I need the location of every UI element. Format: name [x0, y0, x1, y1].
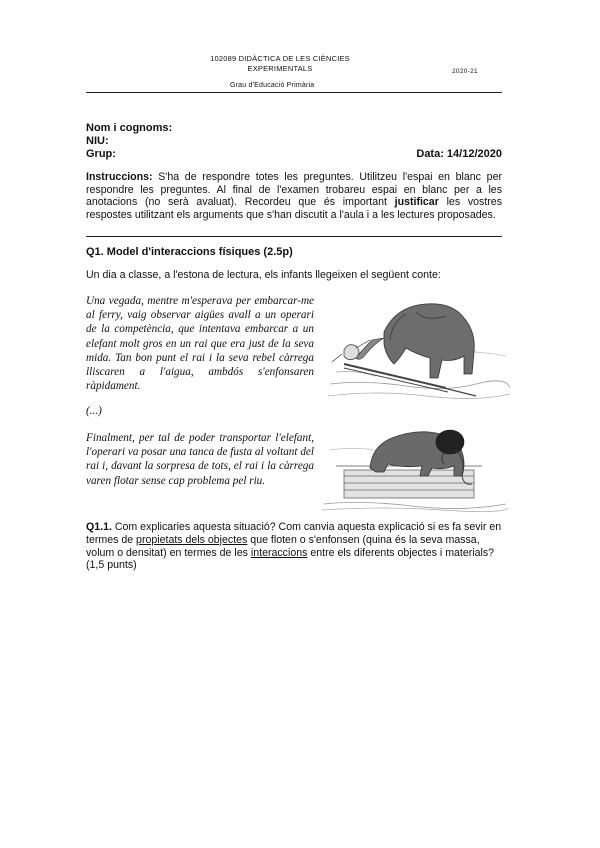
instructions-divider	[86, 236, 502, 237]
elephant-floating-raft-illustration	[322, 420, 508, 512]
story-part1: Una vegada, mentre m'esperava per embarcar-me al ferry, vaig observar aigües avall a un operari de la competència, que intentava embarcar a un elefant molt gros en un rai que era just de la seva mida. Tan bon punt el rai i la seva rebel càrrega lliscaren a l'aigua, ambdós s'enfonsaren ràpidament.	[86, 295, 314, 393]
question1-1-text-b: que floten o s'enfonsen (quina és la seva massa, volum o densitat) en termes de les	[86, 533, 480, 559]
question1-title: Q1. Model d'interaccions físiques (2.5p)	[86, 246, 293, 258]
group-date-row	[86, 148, 502, 161]
instructions-text-a: S'ha de respondre totes les preguntes. Utilitzeu l'espai en blanc per respondre les preguntes. Al final de l'examen trobareu espai en blanc per a les anotacions (no serà avaluat). Recordeu que és important	[86, 171, 502, 209]
niu-label: NIU:	[86, 135, 109, 147]
story-ellipsis: (...)	[86, 405, 102, 417]
instructions-text-b: les vostres respostes utilitzant els arguments que s'han discutit a l'aula i a les lectures proposades.	[86, 196, 502, 221]
student-fields	[86, 122, 502, 161]
instructions	[86, 171, 502, 221]
question1-intro: Un dia a classe, a l'estona de lectura, els infants llegeixen el següent conte:	[86, 269, 441, 281]
name-label: Nom i cognoms:	[86, 122, 173, 134]
header-divider	[86, 92, 502, 93]
degree-name: Grau d'Educació Primària	[230, 82, 315, 89]
question1-1-underline-interactions: interaccions	[250, 546, 308, 559]
group-label: Grup:	[86, 148, 116, 160]
question1-1-text-a: Com explicaries aquesta situació? Com canvia aquesta explicació si es fa sevir en termes de	[86, 521, 502, 546]
instructions-label: Instruccions:	[86, 171, 153, 183]
story-part2: Finalment, per tal de poder transportar l'elefant, l'operari va posar una tanca de fusta al voltant del rai i, davant la sorpresa de tots, el rai i la càrrega varen flotar sense cap problema pel riu.	[86, 432, 314, 487]
instructions-emphasis: justificar	[394, 196, 439, 209]
exam-date: Data: 14/12/2020	[416, 148, 502, 160]
question1-1-underline-properties: propietats dels objectes	[136, 533, 248, 546]
course-title	[150, 54, 410, 74]
elephant-sinking-raft-illustration	[326, 292, 512, 404]
question1-1-text-c: entre els diferents objectes i materials? (1,5 punts)	[86, 546, 495, 572]
question1-1	[86, 521, 506, 572]
course-title-line1: 102089 DIDÀCTICA DE LES CIÈNCIES	[210, 54, 350, 63]
question1-1-label: Q1.1.	[86, 521, 112, 533]
course-title-line2: EXPERIMENTALS	[247, 64, 313, 73]
academic-year: 2020-21	[452, 68, 478, 75]
